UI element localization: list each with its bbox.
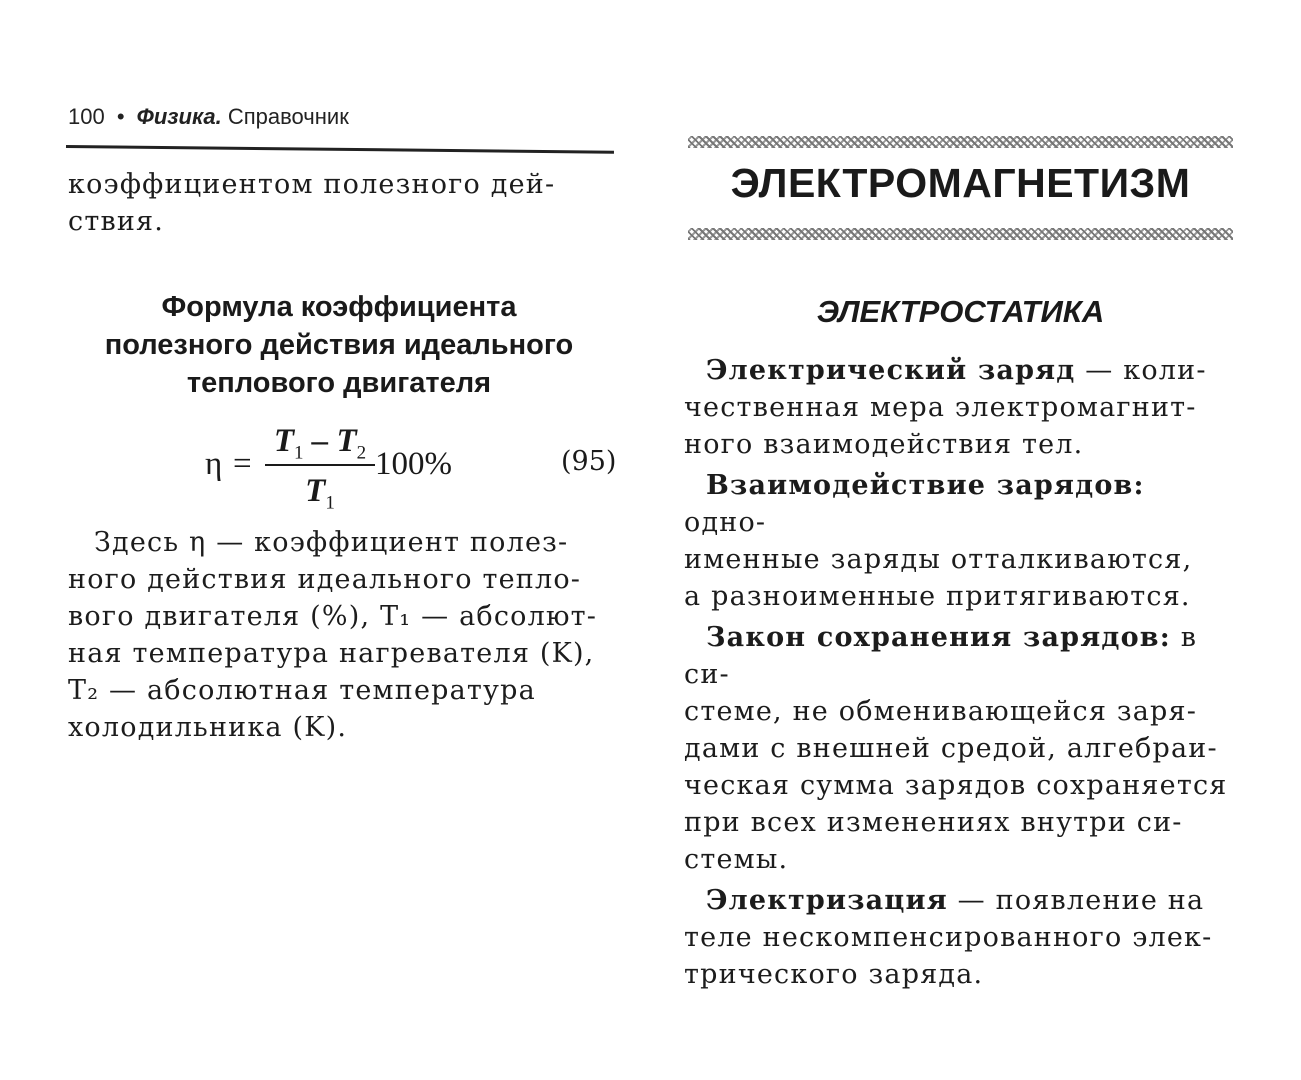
paragraph-charge: Электрический заряд — коли- чественная мера электромагнит- ного взаимодействия тел.	[684, 355, 1207, 460]
term-conservation-law: Закон сохранения зарядов:	[706, 622, 1171, 653]
page-number: 100	[68, 104, 105, 129]
ornament-rule-top	[688, 136, 1233, 148]
desc-line: вого двигателя (%), T₁ — абсолют-	[68, 601, 598, 632]
book-title: Физика.	[136, 104, 222, 129]
formula-heading	[66, 288, 612, 402]
term-interaction: Взаимодействие зарядов:	[706, 470, 1145, 501]
formula-denominator: $T_1$	[305, 473, 335, 514]
equation-number: (95)	[561, 446, 617, 477]
paragraph-electrization: Электризация — появление на теле нескомпенсированного элек- трического заряда.	[684, 885, 1213, 990]
formula-factor: 100%	[375, 446, 452, 482]
ornament-rule-bottom	[688, 228, 1233, 240]
formula-description	[68, 524, 628, 746]
desc-line: Здесь η — коэффициент полез-	[94, 527, 569, 558]
paragraph-conservation: Закон сохранения зарядов: в си- стеме, не обменивающейся заря- дами с внешней средой, алгебраи- ческая сумма зарядов сохраняется при всех изменениях внутри си- стемы.	[684, 622, 1228, 875]
formula-numerator: $T_1 - T_2$	[273, 423, 367, 464]
desc-line: T₂ — абсолютная температура	[68, 675, 536, 706]
efficiency-formula	[205, 420, 625, 520]
book-subtitle: Справочник	[227, 104, 349, 129]
intro-text	[68, 166, 628, 240]
formula-heading-line: Формула коэффициента	[161, 291, 517, 323]
subsection-title: ЭЛЕКТРОСТАТИКА	[816, 294, 1105, 329]
intro-line: ствия.	[68, 206, 165, 237]
header-rule	[66, 145, 614, 154]
header-bullet: •	[116, 104, 125, 129]
formula-eta: η	[205, 446, 223, 482]
section-title: ЭЛЕКТРОМАГНЕТИЗМ	[730, 160, 1191, 206]
formula-equals: =	[233, 446, 252, 482]
running-head	[68, 104, 349, 130]
intro-line: коэффициентом полезного дей-	[68, 169, 556, 200]
right-body	[684, 352, 1234, 997]
formula-heading-line: полезного действия идеального	[104, 329, 574, 361]
term-electric-charge: Электрический заряд	[706, 355, 1076, 386]
fraction-bar	[265, 464, 375, 466]
paragraph-interaction: Взаимодействие зарядов: одно- именные заряды отталкиваются, а разноименные притягиваются.	[684, 470, 1193, 612]
formula-heading-line: теплового двигателя	[186, 367, 492, 399]
formula-fraction	[265, 420, 375, 512]
term-electrization: Электризация	[706, 885, 948, 916]
desc-line: холодильника (K).	[68, 712, 348, 743]
desc-line: ная температура нагревателя (K),	[68, 638, 595, 669]
desc-line: ного действия идеального тепло-	[68, 564, 582, 595]
left-page	[0, 0, 640, 1080]
